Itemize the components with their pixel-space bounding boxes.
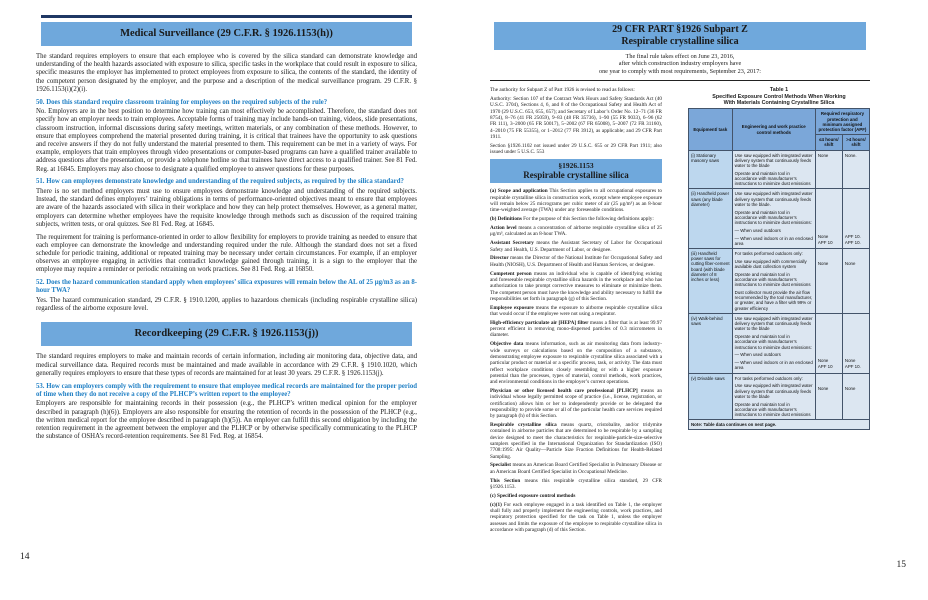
question-51: 51. How can employees demonstrate knowledge and understanding of the required subjects, as required by the silica standard?: [36, 178, 404, 186]
table-1-column: [688, 87, 870, 430]
para-definitions: (b) Definitions For the purpose of this Section the following definitions apply:: [490, 216, 654, 223]
def-action-level: Action level means a concentration of airborne respirable crystalline silica of 25 μg/m³, calculated as an 8-hour TWA.: [490, 225, 663, 238]
table-row: (v) Drivable saws For tasks performed outdoors only: Use saw equipped with integrated water delivery system that continuously feeds water to the blade Operate and maintain tool in accordance with manufacturer’s instructions to minimize dust emissions None None: [689, 373, 870, 420]
page-15-content: [490, 22, 870, 536]
authority-citation: Authority: Section 107 of the Contract Work Hours and Safety Standards Act (40 U.S.C. 3704), Sections 4, 6, and 8 of the Occupational Safety and Health Act of 1970 (29 U.S.C. 653, 655, 657); and Secretary of Labor’s Order No. 12–71 (36 FR 8754), 8–76 (41 FR 25059), 9–83 (48 FR 35736), 1–90 (55 FR 9033), 6–96 (62 FR 111), 3–2000 (65 FR 50017), 5–2002 (67 FR 65008), 5–2007 (72 FR 31160), 4–2010 (75 FR 55355), or 1–2012 (77 FR 3912), as applicable; and 29 CFR Part 1911.: [490, 96, 662, 140]
section-name: Respirable crystalline silica: [523, 170, 629, 181]
section-title: Medical Surveillance (29 C.F.R. § 1926.1153(h)): [120, 28, 333, 39]
page-number-14: 14: [20, 552, 30, 562]
def-specialist: Specialist means an American Board Certified Specialist in Pulmonary Disease or an American Board Certified Specialist in Occupational Medicine.: [490, 462, 663, 475]
effective-date-note: The final rule takes effect on June 23, 2016, after which construction industry employers have one year to comply with most requirements, September 23, 2017:: [598, 53, 762, 75]
def-hepa-filter: High-efficiency particulate air [HEPA] filter means a filter that is at least 99.97 percent efficient in removing mono-dispersed particles of 0.3 micrometers in diameter.: [490, 319, 662, 339]
section-title: Recordkeeping (29 C.F.R. § 1926.1153(j)): [134, 328, 319, 340]
def-plhcp: Physician or other licensed health care professional [PLHCP] means an individual whose legally permitted scope of practice (i.e., license, registration, or certification) allows him or her to independently provide or be delegated the responsibility to provide some or all of the particular health care services required by paragraph (h) of this Section.: [490, 388, 662, 420]
section-number: §1926.1153: [558, 161, 594, 171]
task-walk-behind-saws: (iv) Walk-behind saws: [689, 313, 733, 373]
authority-intro: The authority for Subpart Z of Part 1926 is revised to read as follows:: [490, 87, 635, 94]
header-controls: Engineering and work practice control methods: [732, 109, 815, 150]
subpart-title-line1: 29 CFR PART §1926 Subpart Z: [612, 24, 748, 35]
answer-51-p1: There is no set method employers must use to ensure employees demonstrate knowledge and understanding of the required subjects. Instead, the standard defines employers’ training obligations in terms of performance-oriented objectives meant to ensure that employees are aware of the hazards associated with silica in their workplace and how they can help protect themselves. However, as a general matter, employers can determine whether employees have the requisite knowledge through methods such as discussion of the required training subjects, written tests, or oral quizzes. See 81 Fed. Reg. at 16845.: [36, 188, 417, 228]
table-continuation-note: Note: Table data continues on next page.: [689, 420, 870, 430]
para-c-heading: (c) Specified exposure control methods: [490, 492, 576, 499]
table-row: (iv) Walk-behind saws Use saw equipped with integrated water delivery system that continuously feeds water to the blade Operate and maintain tool in accordance with manufacturer’s instructions to minimize dust emissions: — When used outdoors — When used indoors or in an enclosed area None APF 10 None APF 10.: [689, 313, 870, 373]
header-equipment-task: Equipment/ task: [689, 109, 733, 150]
task-handheld-power-saws: (ii) Handheld power saws (any blade diameter): [689, 189, 733, 249]
def-objective-data: Objective data means information, such as air monitoring data from industry-wide surveys or calculations based on the composition of a substance, demonstrating employee exposure to respirable crystalline silica associated with a particular product or material or a specific process, task, or activity. The data must reflect workplace conditions closely resembling or with a higher exposure potential than the processes, types of material, control methods, work practices, and environmental conditions in the employer’s current operations.: [490, 341, 662, 386]
table-row: (iii) Handheld power saws for cutting fiber-cement board (with blade diameter of 8 inches or less) For tasks performed outdoors only: Use saw equipped with commercially available dust collection system Operate and maintain tool in accordance with manufacturer’s instructions to minimize dust emissions Dust collector must provide the air flow recommended by the tool manufacturer, or greater, and have a filter with 99% or greater efficiency None None: [689, 249, 870, 314]
table-row: (ii) Handheld power saws (any blade diameter) Use saw equipped with integrated water delivery system that continuously feeds water to the blade. Operate and maintain tool in accordance with manufacturer’s instructions to minimize dust emissions: — When used outdoors — When used indoors or in an enclosed area None APF 10 APF 10. APF 10.: [689, 189, 870, 249]
def-this-section: This Section means this respirable crystalline silica standard, 29 CFR §1926.1153.: [490, 477, 662, 490]
answer-50: No. Employers are in the best position to determine how training can most effectively be accomplished. Therefore, the standard does not specify how an employer needs to train employees. Acceptable forms of training may include hands-on training, videos, slide presentations, classroom instruction, informal discussions during safety meetings, written materials, or any combination of these methods. However, to ensure that employees comprehend the material presented during training, it is critical that trainees have the opportunity to ask questions and receive answers if they do not fully understand the material presented to them. This requirement can be met in a variety of ways. For example, employers that train employees through video presentations or computer-based programs can have a qualified trainer available to address questions after the presentation, or provide a telephone hotline so that trainees have direct access to a qualified trainer. See 81 Fed. Reg. at 16845. Employers may also choose to designate a qualified employee to answer questions for these purposes.: [36, 108, 417, 173]
def-respirable-crystalline-silica: Respirable crystalline silica means quartz, cristobalite, and/or tridymite contained in airborne particles that are determined to be respirable by a sampling device designed to meet the characteristics for respirable-particle-size-selective samplers specified in the International Organization for Standardization (ISO) 7708:1995: Air Quality—Particle Size Fraction Definitions for Health-Related Sampling.: [490, 422, 663, 460]
answer-52: Yes. The hazard communication standard, 29 C.F.R. § 1910.1200, applies to hazardous chemicals (including respirable crystalline silica) regardless of the airborne exposure level.: [36, 296, 417, 313]
medical-surveillance-intro: The standard requires employers to ensure that each employee who is covered by the silica standard can demonstrate knowledge and understanding of the health hazards associated with exposure to silica, specific tasks in the workplace that could result in exposure to silica, specific measures the employer has implemented to protect employees from exposure to silica, the contents of the standard, the identity of the competent person designated by the employer, and the purpose and a description of the medical surveillance program. 29 C.F.R. § 1926.1153(i)(2)(i).: [36, 53, 417, 93]
section-1926-1153-header: [490, 159, 662, 183]
section-header-medical-surveillance: [41, 22, 412, 46]
def-employee-exposure: Employee exposure means the exposure to airborne respirable crystalline silica that would occur if the employee were not using a respirator.: [490, 304, 662, 317]
subpart-title-line2: Respirable crystalline silica: [621, 36, 739, 47]
header-le4-hours: ≤4 hours/ shift: [815, 135, 842, 150]
recordkeeping-intro: The standard requires employers to make and maintain records of certain information, including air monitoring data, objective data, and medical surveillance data. Required records must be maintained and made available in accordance with 29 C.F.R. § 1910.1020, which generally requires employers to ensure that these types of records are maintained for at least 30 years. 29 C.F.R. § 1926.1153(j).: [36, 353, 417, 377]
task-stationary-masonry-saws: (i) Stationary masonry saws: [689, 150, 733, 189]
para-c1: (c)(1) For each employee engaged in a task identified on Table 1, the employer shall fully and properly implement the engineering controls, work practices, and respiratory protection specified for the task on Table 1, unless the employer assesses and limits the exposure of the employee to respirable crystalline silica in accordance with paragraph (d) of this Section.: [490, 501, 662, 533]
answer-51-p2: The requirement for training is performance-oriented in order to allow flexibility for employers to provide training as needed to ensure that each employee can demonstrate the knowledge and understanding required under the rule. Although the standard does not set a fixed schedule for periodic training, additional or repeated training may be necessary under certain circumstances. For example, if an employer observes an employee engaging in activities that contradict knowledge gained through training, it is a sign to the employer that the employee may require a reminder or periodic retraining on work practices. See 81 Fed. Reg. at 16850.: [36, 233, 417, 274]
task-drivable-saws: (v) Drivable saws: [689, 373, 733, 420]
question-53: 53. How can employers comply with the requirement to ensure that employee medical records are maintained for the proper period of time when they do not receive a copy of the PLHCP’s written report to the employee?: [36, 382, 417, 398]
subpart-z-header: [494, 22, 866, 50]
table-1: [688, 108, 870, 430]
table-header-row: [689, 109, 870, 135]
regulation-text-column: [490, 87, 662, 536]
horizontal-rule: [490, 80, 870, 81]
def-competent-person: Competent person means an individual who is capable of identifying existing and foreseeable respirable crystalline silica hazards in the workplace and who has authorization to take prompt corrective measures to eliminate or minimize them. The competent person must have the knowledge and ability necessary to fulfill the responsibilities set forth in paragraph (g) of this Section.: [490, 270, 663, 302]
question-52: 52. Does the hazard communication standard apply when employees’ silica exposures will remain below the AL of 25 μg/m3 as an 8-hour TWA?: [36, 279, 417, 295]
def-assistant-secretary: Assistant Secretary means the Assistant Secretary of Labor for Occupational Safety and Health, U.S. Department of Labor, or designee.: [490, 240, 662, 253]
task-handheld-saws-fiber-cement: (iii) Handheld power saws for cutting fiber-cement board (with blade diameter of 8 inches or less): [689, 249, 733, 314]
answer-53: Employers are responsible for maintaining records in their possession (e.g., the PLHCP’s written medical opinion for the employer described in paragraph (h)(6)). Employers are also responsible for ensuring the retention of records in the possession of the PLHCP (e.g., the written medical report for the employee described in paragraph (h)(5)). An employer can fulfill this second obligation by including the retention requirement in the agreement between the employer and the PLHCP or by otherwise specifically communicating to the PLHCP the substance of OSHA’s record-retention requirements. See 81 Fed. Reg. at 16854.: [36, 400, 417, 441]
authority-note: Section §1926.1102 not issued under 29 U.S.C. 655 or 29 CFR Part 1911; also issued under 5 U.S.C. 553: [490, 142, 662, 156]
table-1-title: Table 1 Specified Exposure Control Methods When Working With Materials Containing Crystalline Silica: [712, 87, 846, 107]
section-header-recordkeeping: [41, 322, 412, 346]
page-number-15: 15: [896, 560, 906, 570]
def-director: Director means the Director of the National Institute for Occupational Safety and Health (NIOSH), U.S. Department of Health and Human Services, or designee.: [490, 255, 663, 268]
table-note-row: [689, 420, 870, 430]
para-scope: (a) Scope and application This Section applies to all occupational exposures to respirable crystalline silica in construction work, except where employee exposure will remain below 25 micrograms per cubic meter of air (25 μg/m³) as an 8-hour time-weighted average (TWA) under any foreseeable conditions.: [490, 188, 662, 214]
top-rule: [41, 15, 412, 18]
question-50: 50. Does this standard require classroom training for employees on the required subjects of the rule?: [36, 98, 328, 106]
page-14-content: [36, 15, 417, 446]
table-row: (i) Stationary masonry saws Use saw equipped with integrated water delivery system that continuously feeds water to the blade Operate and maintain tool in accordance with manufacturer’s instructions to minimize dust emissions None None.: [689, 150, 870, 189]
header-gt4-hours: >4 hours/ shift: [842, 135, 869, 150]
header-respiratory: Required respiratory protection and minimum assigned protection factor (APF): [815, 109, 869, 135]
page-15: [464, 0, 928, 600]
